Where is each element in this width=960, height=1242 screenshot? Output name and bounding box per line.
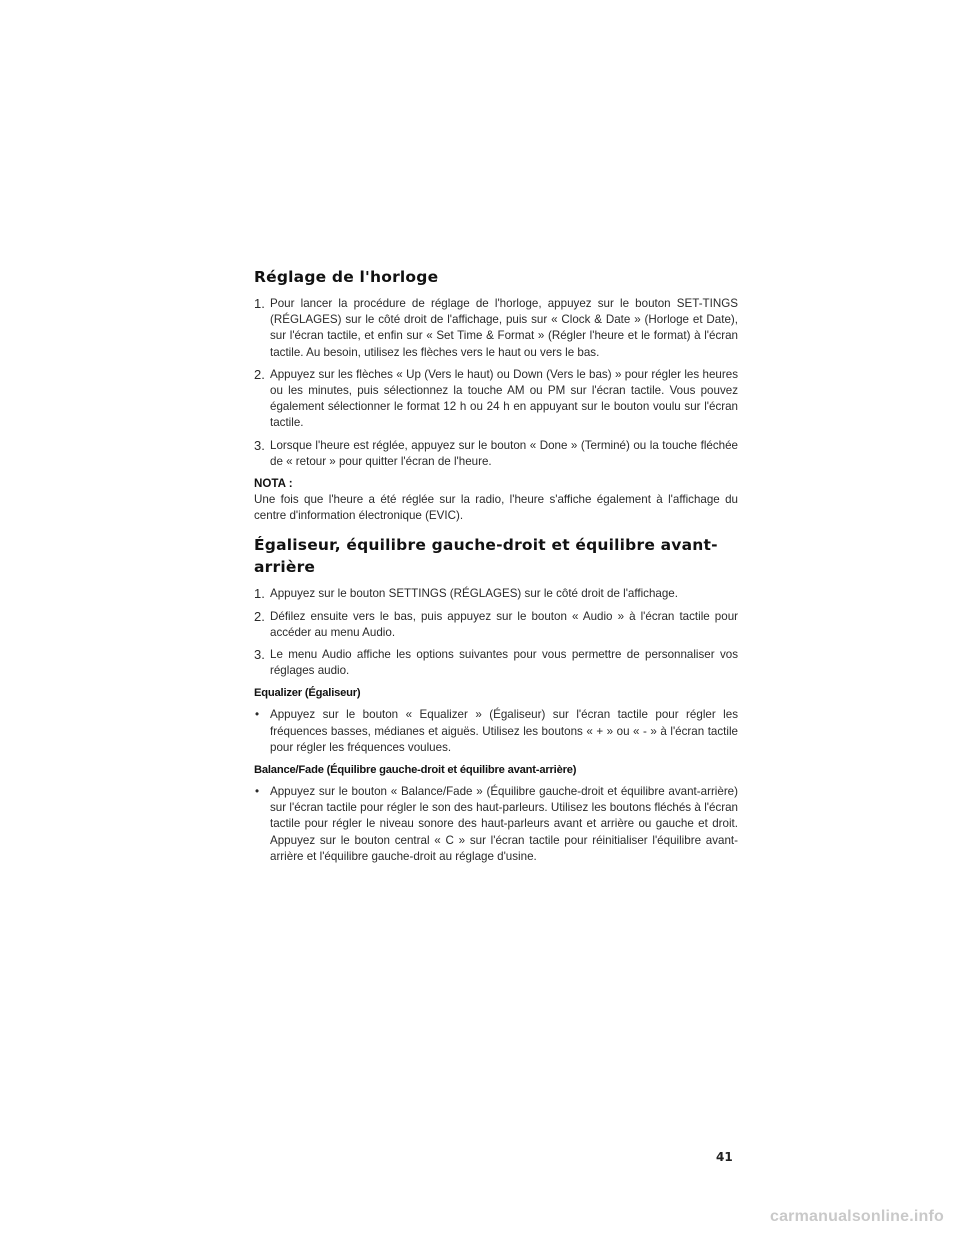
bullet-text: Appuyez sur le bouton « Equalizer » (Égaliseur) sur l'écran tactile pour régler les fréquences basses, médianes et aiguës. Utilisez les boutons « + » ou « - » à l'écran tactile pour régler les fréquences voulues. xyxy=(270,708,738,754)
equalizer-bullet-list xyxy=(254,707,738,756)
list-item xyxy=(254,367,738,432)
bullet-icon: • xyxy=(255,708,260,722)
note-text: Une fois que l'heure a été réglée sur la radio, l'heure s'affiche également à l'affichage du centre d'information électronique (EVIC). xyxy=(254,493,738,523)
section-title-equalizer: Égaliseur, équilibre gauche-droit et équilibre avant-arrière xyxy=(254,536,718,577)
list-item xyxy=(254,296,738,361)
list-item xyxy=(254,784,738,865)
step-text: Le menu Audio affiche les options suivantes pour vous permettre de personnaliser vos réglages audio. xyxy=(270,648,738,678)
balance-fade-bullet-list xyxy=(254,784,738,865)
page-number: 41 xyxy=(716,1150,733,1164)
equalizer-steps-list xyxy=(254,586,738,679)
step-number: 3. xyxy=(254,437,265,453)
list-item xyxy=(254,586,738,602)
step-number: 3. xyxy=(254,647,265,663)
document-page xyxy=(254,266,738,871)
step-number: 2. xyxy=(254,608,265,624)
section-title-clock: Réglage de l'horloge xyxy=(254,268,439,286)
bullet-icon: • xyxy=(255,785,260,799)
list-item xyxy=(254,438,738,470)
step-number: 2. xyxy=(254,366,265,382)
step-text: Appuyez sur le bouton SETTINGS (RÉGLAGES) sur le côté droit de l'affichage. xyxy=(270,587,678,601)
step-text: Lorsque l'heure est réglée, appuyez sur le bouton « Done » (Terminé) ou la touche fléchée de « retour » pour quitter l'écran de l'heure. xyxy=(270,438,738,468)
bullet-text: Appuyez sur le bouton « Balance/Fade » (Équilibre gauche-droit et équilibre avant-arrière) sur l'écran tactile pour régler le son des haut-parleurs. Utilisez les boutons fléchés à l'écran tactile pour régler le niveau sonore des haut-parleurs avant et arrière ou gauche et droit. Appuyez sur le bouton central « C » sur l'écran tactile pour réinitialiser l'équilibre avant-arrière et l'équilibre gauche-droit au réglage d'usine. xyxy=(270,785,738,863)
list-item xyxy=(254,647,738,679)
list-item xyxy=(254,707,738,756)
step-text: Défilez ensuite vers le bas, puis appuyez sur le bouton « Audio » à l'écran tactile pour accéder au menu Audio. xyxy=(270,609,738,639)
step-text: Appuyez sur les flèches « Up (Vers le haut) ou Down (Vers le bas) » pour régler les heures ou les minutes, puis sélectionnez la touche AM ou PM sur l'écran tactile. Vous pouvez également sélectionner le format 12 h ou 24 h en appuyant sur le bouton voulu sur l'écran tactile. xyxy=(270,367,738,430)
clock-steps-list xyxy=(254,296,738,470)
step-number: 1. xyxy=(254,586,265,602)
equalizer-subheading: Equalizer (Égaliseur) xyxy=(254,687,361,700)
step-number: 1. xyxy=(254,296,265,311)
watermark-logo[interactable]: carmanualsonline.info xyxy=(769,1208,944,1225)
step-text: Pour lancer la procédure de réglage de l'horloge, appuyez sur le bouton SET-TINGS (RÉGLAGES) sur le côté droit de l'affichage, puis sur « Clock & Date » (Horloge et Date), sur l'écran tactile, et enfin sur « Set Time & Format » (Régler l'heure et le format) à l'écran tactile. Au besoin, utilisez les flèches vers le haut ou vers le bas. xyxy=(270,297,738,359)
note-label: NOTA : xyxy=(254,477,293,491)
list-item xyxy=(254,609,738,641)
balance-fade-subheading: Balance/Fade (Équilibre gauche-droit et équilibre avant-arrière) xyxy=(254,764,577,777)
